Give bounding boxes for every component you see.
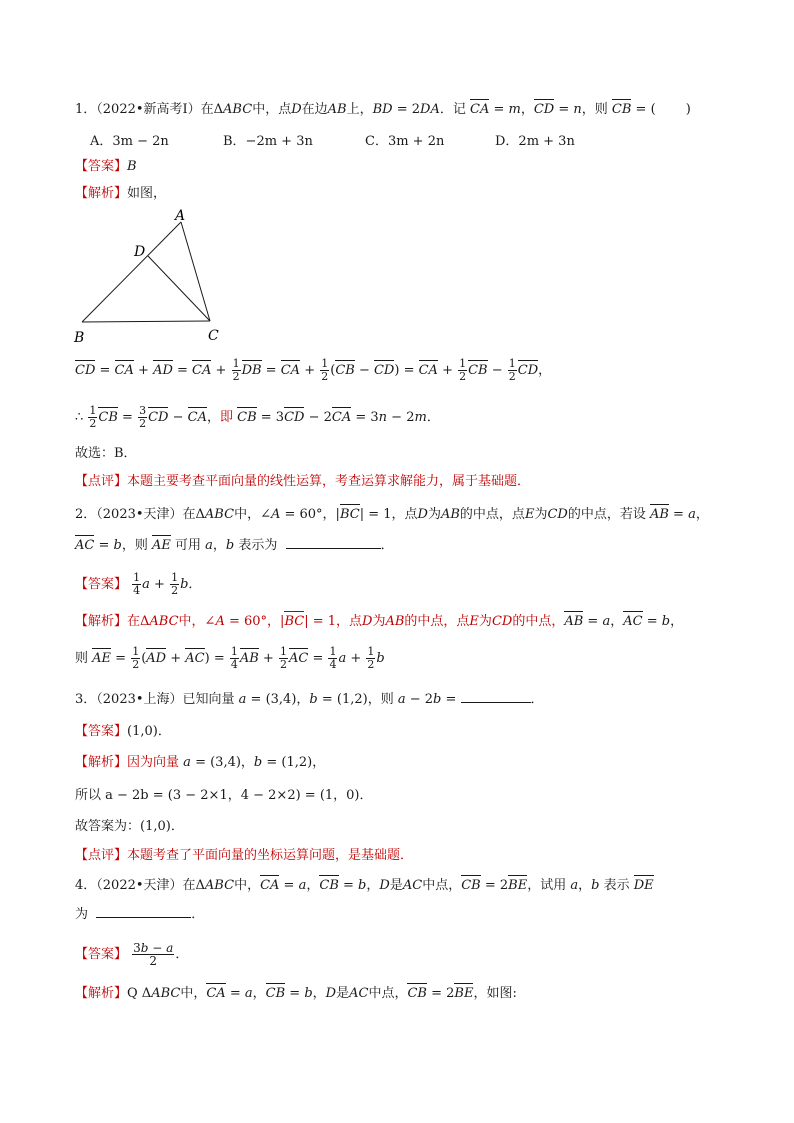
answer-blank[interactable]: [286, 548, 381, 549]
q4-answer: 【答案】 $\frac{3b - a}{2}$ ．: [75, 941, 189, 968]
q3-final: 故答案为：(1,0)．: [75, 819, 184, 834]
answer-tag: 【答案】: [75, 577, 128, 592]
q3-analysis: 【解析】因为向量 a = (3,4)，b = (1,2)，: [75, 755, 326, 770]
edge-bc: [82, 321, 210, 322]
answer-blank[interactable]: [461, 702, 531, 703]
q1-comment: [75, 472, 530, 492]
q1-stem: 1．（2022•新高考Ⅰ）在ΔABC中，点D在边AB上，BD = 2DA．记 CA = m，CD = n，则 CB = ( ): [75, 100, 691, 120]
q2-stem-line2: AC = b，则 AE 可用 a，b 表示为 ．: [75, 536, 394, 556]
q1-answer: [75, 157, 137, 177]
q1-option-d: D．2m + 3n: [495, 134, 575, 149]
label-b: B: [74, 330, 85, 343]
q3-step: 所以 a − 2b = (3 − 2×1，4 − 2×2) = (1，0)．: [75, 788, 373, 803]
q1-step1: CD = CA + AD = CA + $\frac{1}{2}$ DB = CA + $\frac{1}{2}$ (CB − CD) = CA + $\frac{1}{2}$ CB − $\frac{1}{2}$ CD，: [75, 357, 552, 383]
q4-analysis: 【解析】Q ΔABC中，CA = a，CB = b，D是AC中点，CB = 2BE，如图:: [75, 984, 517, 1004]
q1-step2: ∴ $\frac{1}{2}$ CB = $\frac{3}{2}$ CD − CA，即 CB = 3CD − 2CA = 3n − 2m．: [75, 404, 440, 430]
triangle-figure: [70, 208, 250, 343]
answer-tag: 【答案】: [75, 947, 128, 962]
answer-tag: 【答案】: [75, 724, 128, 739]
analysis-tag: 【解析】: [75, 186, 128, 201]
q1-option-a: A．3m − 2n: [90, 134, 169, 149]
q3-answer: [75, 722, 171, 742]
q3-comment: [75, 846, 413, 866]
q2-analysis-line1: 【解析】在ΔABC中，∠A = 60°，|BC| = 1，点D为AB的中点，点E为CD的中点，AB = a，AC = b，: [75, 612, 683, 632]
edge-ab: [82, 222, 181, 322]
label-c: C: [208, 328, 219, 343]
q2-analysis-line2: 则 AE = $\frac{1}{2}$ (AD + AC) = $\frac{1}{4}$ AB + $\frac{1}{2}$ AC = $\frac{1}{4}$ a + $\frac{1}{2}$ b: [75, 645, 385, 671]
q2-stem-line1: 2．（2023•天津）在ΔABC中，∠A = 60°，|BC| = 1，点D为AB的中点，点E为CD的中点，若设 AB = a，: [75, 505, 709, 525]
answer-value: B: [127, 159, 137, 174]
q1-analysis: [75, 184, 166, 204]
analysis-tag: 【解析】: [75, 755, 128, 770]
comment-tag: 【点评】: [75, 474, 128, 489]
q1-choose: 故选：B．: [75, 446, 137, 461]
comment-text: 本题主要考查平面向量的线性运算，考查运算求解能力，属于基础题．: [127, 474, 531, 489]
answer-blank[interactable]: [96, 917, 191, 918]
q4-stem-line2: 为 ．: [75, 907, 205, 922]
answer-tag: 【答案】: [75, 159, 128, 174]
comment-text: 本题考查了平面向量的坐标运算问题，是基础题．: [127, 848, 414, 863]
analysis-intro: 如图，: [127, 186, 167, 201]
analysis-tag: 【解析】: [75, 614, 128, 629]
comment-tag: 【点评】: [75, 848, 128, 863]
q3-stem: 3．（2023•上海）已知向量 a = (3,4)，b = (1,2)，则 a − 2b = ．: [75, 692, 544, 707]
analysis-tag: 【解析】: [75, 986, 128, 1001]
q1-option-c: C．3m + 2n: [365, 134, 445, 149]
answer-value: (1,0)．: [127, 724, 171, 739]
q2-answer: 【答案】 $\frac{1}{4}$ a + $\frac{1}{2}$ b．: [75, 571, 202, 597]
label-a: A: [175, 208, 186, 224]
label-d: D: [134, 244, 146, 260]
q1-option-b: B．−2m + 3n: [223, 134, 313, 149]
q4-stem-line1: 4．（2022•天津）在ΔABC中，CA = a，CB = b，D是AC中点，CB = 2BE，试用 a，b 表示 DE: [75, 876, 654, 896]
